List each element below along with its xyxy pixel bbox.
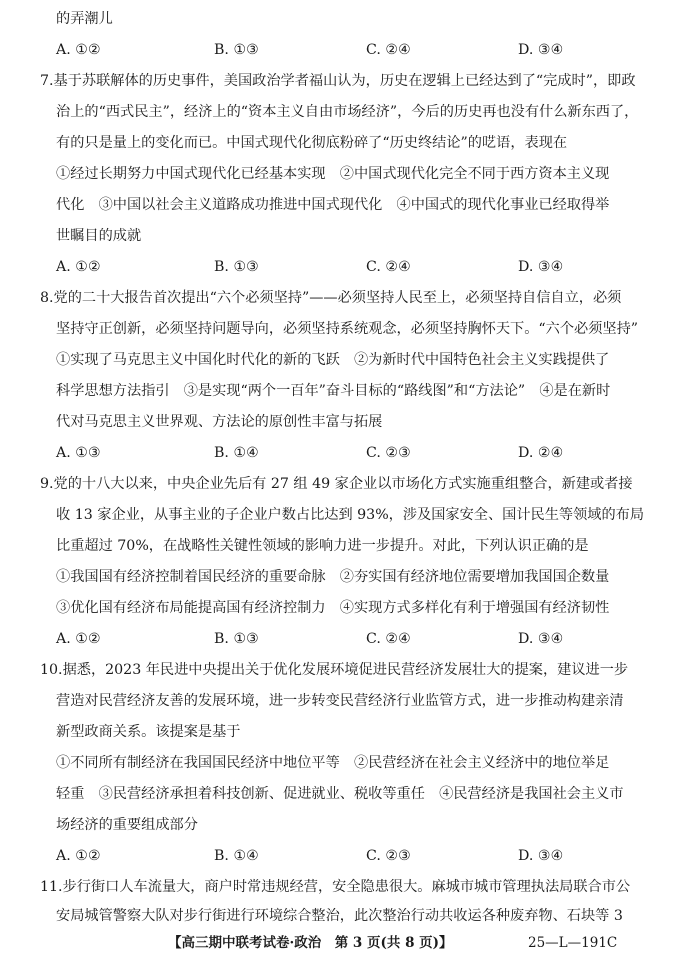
q6-tail: 的弄潮儿 bbox=[56, 11, 113, 27]
q7-option-d: D. ③④ bbox=[518, 259, 564, 275]
q10-line: 营造对民营经济友善的发展环境，进一步转变民营经济行业监管方式，进一步推动构建亲清 bbox=[56, 693, 624, 709]
q9-option-b: B. ①③ bbox=[214, 631, 259, 647]
q7-option-a: A. ①② bbox=[56, 259, 101, 275]
q11-line: 11.步行街口人车流量大，商户时常违规经营，安全隐患很大。麻城市城市管理执法局联合市公 bbox=[40, 879, 631, 895]
q10-option-b: B. ①④ bbox=[214, 848, 259, 864]
q9-line: 收 13 家企业，从事主业的子企业户数占比达到 93%，涉及国家安全、国计民生等领域的布局 bbox=[56, 507, 645, 523]
q9-option-d: D. ③④ bbox=[518, 631, 564, 647]
q8-options bbox=[56, 443, 636, 463]
q8-line: 坚持守正创新，必须坚持问题导向，必须坚持系统观念，必须坚持胸怀天下。“六个必须坚持” bbox=[56, 321, 639, 337]
q9-line: 比重超过 70%，在战略性关键性领域的影响力进一步提升。对此，下列认识正确的是 bbox=[56, 538, 589, 554]
q7-option-c: C. ②④ bbox=[366, 259, 411, 275]
q10-line: 轻重 ③民营经济承担着科技创新、促进就业、税收等重任 ④民营经济是我国社会主义市 bbox=[56, 786, 624, 802]
q9-line: ③优化国有经济布局能提高国有经济控制力 ④实现方式多样化有利于增强国有经济韧性 bbox=[56, 600, 610, 616]
footer-title: 【高三期中联考试卷·政治 第 3 页(共 8 页)】 bbox=[168, 935, 453, 951]
q9-line: 9.党的十八大以来，中央企业先后有 27 组 49 家企业以市场化方式实施重组整合，新建或者接 bbox=[40, 476, 633, 492]
q7-line: 世瞩目的成就 bbox=[56, 228, 142, 244]
q8-line: 科学思想方法指引 ③是实现“两个一百年”奋斗目标的“路线图”和“方法论” ④是在新时 bbox=[56, 383, 611, 399]
q7-options bbox=[56, 257, 636, 277]
q10-line: 新型政商关系。该提案是基于 bbox=[56, 724, 241, 740]
q9-options bbox=[56, 629, 636, 649]
q7-line: 治上的“西式民主”，经济上的“资本主义自由市场经济”，今后的历史再也没有什么新东西了， bbox=[56, 104, 639, 120]
q10-line: ①不同所有制经济在我国国民经济中地位平等 ②民营经济在社会主义经济中的地位举足 bbox=[56, 755, 610, 771]
q8-line: 8.党的二十大报告首次提出“六个必须坚持”——必须坚持人民至上，必须坚持自信自立，必须 bbox=[40, 290, 622, 306]
q8-option-a: A. ①③ bbox=[56, 445, 101, 461]
q7-line: 代化 ③中国以社会主义道路成功推进中国式现代化 ④中国式的现代化事业已经取得举 bbox=[56, 197, 610, 213]
q7-line: 7.基于苏联解体的历史事件，美国政治学者福山认为，历史在逻辑上已经达到了“完成时”，即政 bbox=[40, 73, 636, 89]
q6-option-d: D. ③④ bbox=[518, 42, 564, 58]
q6-option-b: B. ①③ bbox=[214, 42, 259, 58]
q6-option-a: A. ①② bbox=[56, 42, 101, 58]
q8-option-b: B. ①④ bbox=[214, 445, 259, 461]
q7-option-b: B. ①③ bbox=[214, 259, 259, 275]
q10-option-a: A. ①② bbox=[56, 848, 101, 864]
q8-option-d: D. ②④ bbox=[518, 445, 564, 461]
q7-line: ①经过长期努力中国式现代化已经基本实现 ②中国式现代化完全不同于西方资本主义现 bbox=[56, 166, 610, 182]
q6-option-c: C. ②④ bbox=[366, 42, 411, 58]
q10-option-c: C. ②③ bbox=[366, 848, 411, 864]
q8-option-c: C. ②③ bbox=[366, 445, 411, 461]
q10-options bbox=[56, 846, 636, 866]
q10-line: 场经济的重要组成部分 bbox=[56, 817, 198, 833]
q10-line: 10.据悉，2023 年民进中央提出关于优化发展环境促进民营经济发展壮大的提案，建议进一步 bbox=[40, 662, 629, 678]
footer-code: 25—L—191C bbox=[528, 935, 618, 951]
q9-line: ①我国国有经济控制着国民经济的重要命脉 ②夯实国有经济地位需要增加我国国企数量 bbox=[56, 569, 610, 585]
q9-option-a: A. ①② bbox=[56, 631, 101, 647]
q6-options bbox=[56, 40, 636, 60]
page-footer bbox=[0, 932, 677, 954]
q10-option-d: D. ③④ bbox=[518, 848, 564, 864]
q8-line: ①实现了马克思主义中国化时代化的新的飞跃 ②为新时代中国特色社会主义实践提供了 bbox=[56, 352, 610, 368]
q8-line: 代对马克思主义世界观、方法论的原创性丰富与拓展 bbox=[56, 414, 383, 430]
q7-line: 有的只是量上的变化而已。中国式现代化彻底粉碎了“历史终结论”的呓语，表现在 bbox=[56, 135, 568, 151]
q9-option-c: C. ②④ bbox=[366, 631, 411, 647]
q11-line: 安局城管警察大队对步行街进行环境综合整治，此次整治行动共收运各种废弃物、石块等 3 bbox=[56, 908, 623, 924]
